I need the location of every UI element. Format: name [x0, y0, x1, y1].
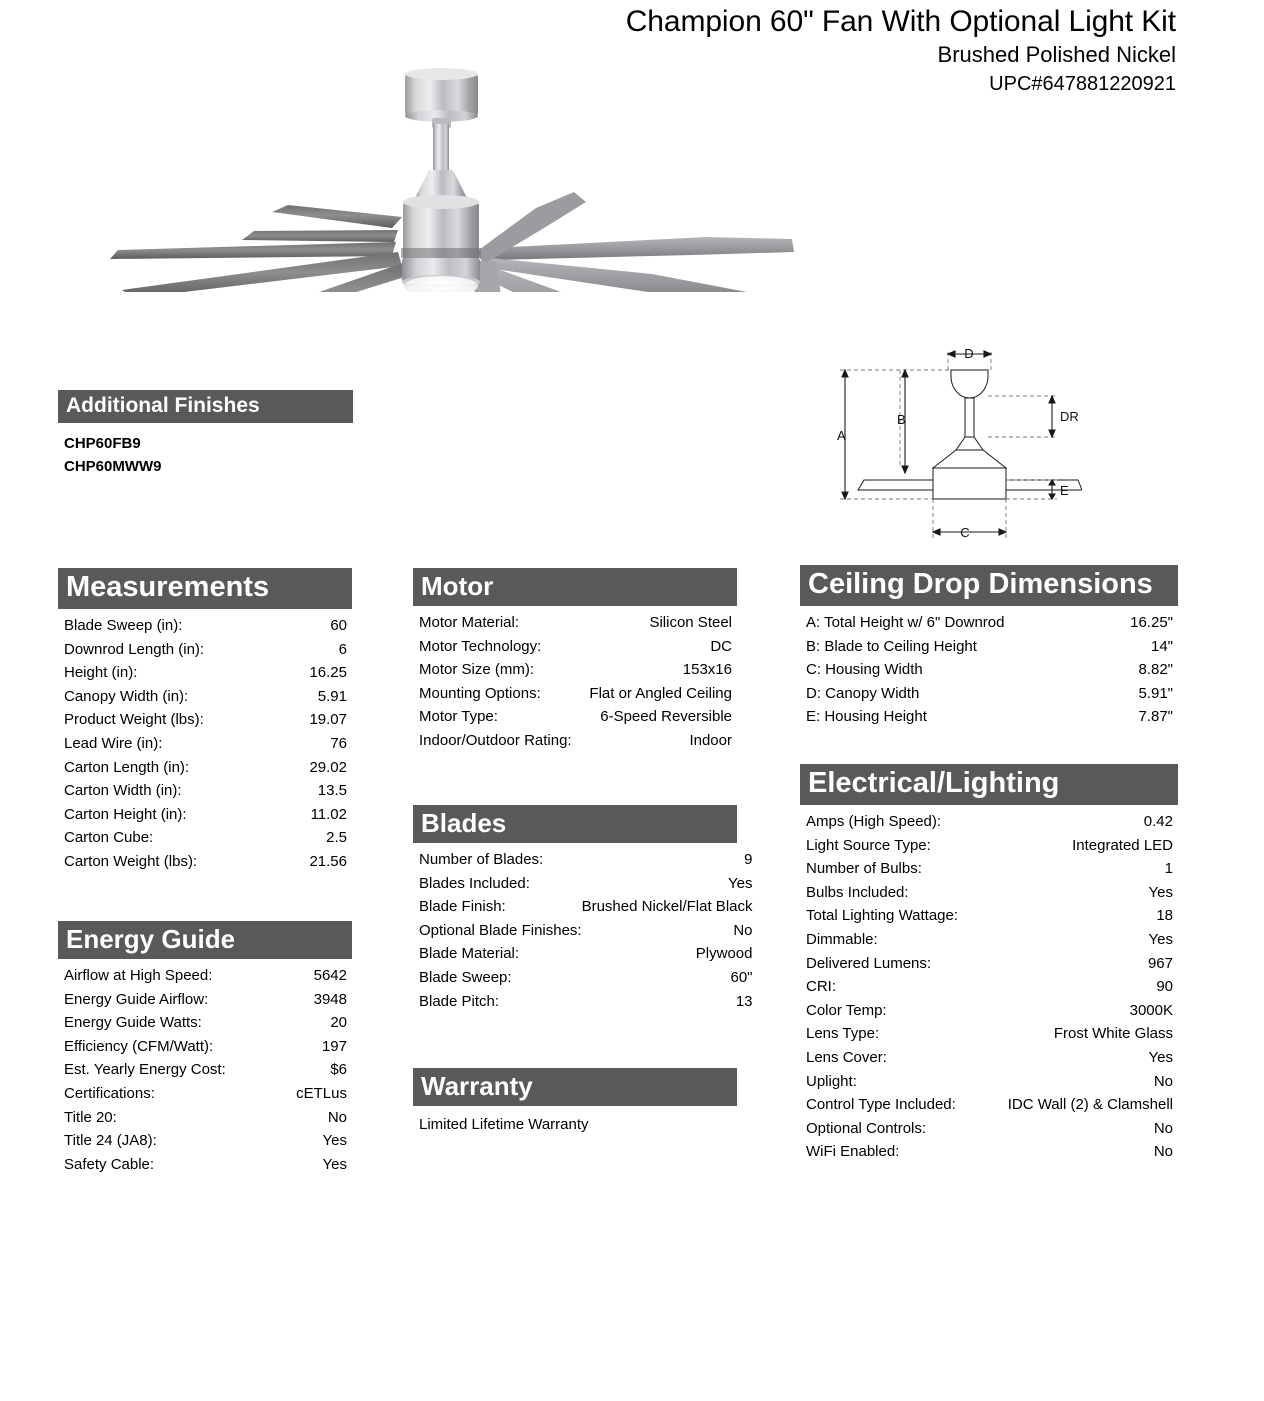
row-value: No — [733, 921, 753, 939]
row-value: Yes — [1148, 1048, 1173, 1066]
table-row — [800, 857, 1178, 881]
table-row — [800, 904, 1178, 928]
table-row — [800, 705, 1178, 729]
row-key: Lead Wire (in): — [64, 734, 163, 752]
row-value: Silicon Steel — [649, 614, 732, 631]
diagram-label-dr: DR — [1060, 409, 1079, 424]
product-upc: UPC#647881220921 — [989, 73, 1176, 95]
row-value: cETLus — [296, 1084, 347, 1102]
row-value: 5.91 — [317, 687, 347, 705]
fan-blades-right — [472, 192, 794, 292]
row-value: 11.02 — [310, 805, 347, 823]
table-row — [58, 1011, 352, 1035]
row-value: Flat or Angled Ceiling — [589, 684, 732, 702]
ceiling-drop-table — [800, 611, 1178, 729]
row-key: Control Type Included: — [806, 1096, 956, 1114]
row-key: Height (in): — [64, 664, 138, 682]
electrical-lighting-section — [800, 764, 1178, 1164]
row-key: Blade Sweep: — [419, 968, 512, 986]
row-value: Yes — [322, 1132, 347, 1150]
energy-guide-section — [58, 921, 352, 1176]
row-value: Indoor — [689, 731, 732, 749]
row-value: Yes — [322, 1155, 347, 1173]
table-row — [58, 1106, 352, 1130]
ceiling-drop-heading: Ceiling Drop Dimensions — [800, 565, 1178, 606]
table-row — [800, 810, 1178, 834]
table-row — [800, 834, 1178, 858]
fan-blades-left — [110, 205, 414, 292]
table-row — [58, 614, 352, 638]
row-value: 2.5 — [326, 829, 347, 847]
table-row — [413, 635, 737, 659]
row-key: Motor Size (mm): — [419, 661, 535, 679]
table-row — [413, 942, 758, 966]
additional-finishes-list — [58, 432, 353, 478]
table-row — [413, 966, 758, 990]
table-row — [58, 732, 352, 756]
row-key: Energy Guide Airflow: — [64, 990, 209, 1008]
list-item[interactable]: CHP60MWW9 — [64, 458, 162, 475]
row-key: Blade Material: — [419, 945, 520, 963]
table-row — [58, 779, 352, 803]
row-key: Number of Bulbs: — [806, 860, 922, 878]
table-row — [413, 895, 758, 919]
blades-section — [413, 805, 753, 1013]
row-key: Mounting Options: — [419, 684, 541, 702]
product-finish-subtitle: Brushed Polished Nickel — [937, 42, 1176, 67]
row-value: 0.42 — [1143, 813, 1173, 830]
row-key: Title 24 (JA8): — [64, 1132, 157, 1150]
blades-heading: Blades — [413, 805, 737, 843]
table-row — [800, 1046, 1178, 1070]
row-value: DC — [710, 637, 732, 655]
row-value: 7.87" — [1138, 708, 1173, 726]
row-value: 1 — [1164, 860, 1173, 878]
row-value: 13.5 — [317, 782, 347, 800]
table-row — [800, 975, 1178, 999]
row-value: IDC Wall (2) & Clamshell — [1007, 1096, 1173, 1114]
row-value: Yes — [1148, 883, 1173, 901]
list-item[interactable]: CHP60FB9 — [64, 435, 141, 452]
warranty-section — [413, 1068, 737, 1136]
motor-heading: Motor — [413, 568, 737, 606]
fan-canopy — [405, 68, 478, 128]
row-value: 9 — [744, 851, 753, 868]
electrical-lighting-heading: Electrical/Lighting — [800, 764, 1178, 805]
row-value: Yes — [728, 874, 753, 892]
row-value: Plywood — [695, 945, 753, 963]
table-row — [58, 850, 352, 874]
row-key: Product Weight (lbs): — [64, 711, 204, 729]
table-row — [58, 826, 352, 850]
table-row — [413, 705, 737, 729]
row-key: Carton Width (in): — [64, 782, 182, 800]
measurements-heading: Measurements — [58, 568, 352, 609]
warranty-text: Limited Lifetime Warranty — [419, 1116, 589, 1133]
measurements-section — [58, 568, 352, 874]
table-row — [413, 658, 737, 682]
row-key: Indoor/Outdoor Rating: — [419, 731, 572, 749]
row-value: 16.25 — [309, 664, 347, 682]
table-row — [800, 1070, 1178, 1094]
row-key: Carton Height (in): — [64, 805, 187, 823]
row-key: Amps (High Speed): — [806, 813, 942, 830]
motor-table — [413, 611, 737, 753]
table-row — [800, 635, 1178, 659]
row-key: Downrod Length (in): — [64, 640, 205, 658]
table-row — [413, 848, 758, 872]
row-key: Est. Yearly Energy Cost: — [64, 1061, 226, 1079]
row-key: Number of Blades: — [419, 851, 544, 868]
row-key: Light Source Type: — [806, 836, 931, 854]
row-key: Efficiency (CFM/Watt): — [64, 1037, 214, 1055]
table-row — [800, 952, 1178, 976]
table-row — [413, 919, 758, 943]
row-key: Blades Included: — [419, 874, 530, 892]
row-key: Energy Guide Watts: — [64, 1014, 202, 1032]
row-value: 967 — [1147, 954, 1173, 972]
diagram-label-b: B — [897, 412, 906, 427]
electrical-lighting-table — [800, 810, 1178, 1164]
additional-finishes-section — [58, 390, 353, 478]
row-key: Motor Type: — [419, 708, 498, 726]
row-key: B: Blade to Ceiling Height — [806, 637, 977, 655]
row-key: Delivered Lumens: — [806, 954, 932, 972]
row-key: WiFi Enabled: — [806, 1143, 900, 1161]
row-value: 6-Speed Reversible — [600, 708, 732, 726]
table-row — [58, 988, 352, 1012]
row-value: 153x16 — [682, 661, 732, 679]
additional-finishes-heading: Additional Finishes — [58, 390, 353, 423]
row-value: 20 — [330, 1014, 347, 1032]
energy-guide-table — [58, 964, 352, 1176]
table-row — [800, 999, 1178, 1023]
table-row — [58, 1035, 352, 1059]
table-row — [58, 756, 352, 780]
table-row — [413, 611, 737, 635]
row-value: 19.07 — [309, 711, 347, 729]
row-key: Airflow at High Speed: — [64, 967, 213, 984]
table-row — [58, 708, 352, 732]
table-row — [413, 682, 737, 706]
row-value: 18 — [1156, 907, 1173, 925]
table-row — [58, 803, 352, 827]
row-key: Canopy Width (in): — [64, 687, 189, 705]
motor-section — [413, 568, 737, 753]
product-photo — [92, 52, 802, 292]
row-key: A: Total Height w/ 6" Downrod — [806, 614, 1005, 631]
row-key: Blade Sweep (in): — [64, 617, 183, 634]
row-key: Lens Type: — [806, 1025, 880, 1043]
diagram-label-d: D — [964, 346, 974, 361]
row-value: 60 — [330, 617, 347, 634]
row-key: Optional Blade Finishes: — [419, 921, 582, 939]
table-row — [58, 661, 352, 685]
row-key: Optional Controls: — [806, 1119, 927, 1137]
ceiling-drop-diagram — [820, 340, 1082, 552]
table-row — [800, 1093, 1178, 1117]
row-value: 5.91" — [1138, 684, 1173, 702]
row-key: D: Canopy Width — [806, 684, 920, 702]
table-row — [800, 658, 1178, 682]
table-row — [58, 1058, 352, 1082]
table-row — [58, 638, 352, 662]
row-value: 3000K — [1129, 1001, 1173, 1019]
row-key: Uplight: — [806, 1072, 857, 1090]
row-value: 90 — [1156, 978, 1173, 996]
row-value: $6 — [330, 1061, 347, 1079]
row-value: Brushed Nickel/Flat Black — [581, 898, 753, 916]
row-value: 29.02 — [309, 758, 347, 776]
row-value: No — [1153, 1143, 1173, 1161]
row-key: Blade Pitch: — [419, 992, 500, 1010]
row-key: CRI: — [806, 978, 836, 996]
table-row — [413, 872, 758, 896]
row-value: 5642 — [313, 967, 347, 984]
row-value: 3948 — [313, 990, 347, 1008]
row-key: Lens Cover: — [806, 1048, 887, 1066]
fan-downrod — [433, 124, 449, 172]
row-value: Integrated LED — [1072, 836, 1173, 854]
row-value: Yes — [1148, 930, 1173, 948]
row-key: Carton Length (in): — [64, 758, 190, 776]
row-key: Safety Cable: — [64, 1155, 155, 1173]
row-value: No — [1153, 1119, 1173, 1137]
row-key: Total Lighting Wattage: — [806, 907, 959, 925]
row-value: 60" — [730, 968, 753, 986]
measurements-table — [58, 614, 352, 874]
row-value: 76 — [330, 734, 347, 752]
diagram-label-e: E — [1060, 483, 1069, 498]
warranty-heading: Warranty — [413, 1068, 737, 1106]
table-row — [800, 881, 1178, 905]
row-value: 14" — [1150, 637, 1173, 655]
row-value: 16.25" — [1130, 614, 1173, 631]
diagram-label-c: C — [960, 525, 970, 540]
row-key: Blade Finish: — [419, 898, 506, 916]
row-key: Motor Technology: — [419, 637, 542, 655]
energy-guide-heading: Energy Guide — [58, 921, 352, 959]
row-key: Carton Cube: — [64, 829, 154, 847]
table-row — [800, 611, 1178, 635]
ceiling-drop-section — [800, 565, 1178, 729]
row-key: Dimmable: — [806, 930, 878, 948]
row-key: Color Temp: — [806, 1001, 887, 1019]
table-row — [800, 928, 1178, 952]
row-value: 13 — [735, 992, 753, 1010]
table-row — [800, 682, 1178, 706]
fan-motor-housing — [401, 170, 481, 289]
table-row — [413, 990, 758, 1014]
blades-table — [413, 848, 758, 1013]
table-row — [58, 1129, 352, 1153]
page-title: Champion 60" Fan With Optional Light Kit — [625, 5, 1176, 38]
table-row — [413, 729, 737, 753]
table-row — [58, 964, 352, 988]
row-key: Bulbs Included: — [806, 883, 909, 901]
row-value: Frost White Glass — [1053, 1025, 1173, 1043]
row-key: Certifications: — [64, 1084, 155, 1102]
row-value: 6 — [338, 640, 347, 658]
row-value: No — [327, 1108, 347, 1126]
table-row — [800, 1140, 1178, 1164]
row-key: Title 20: — [64, 1108, 117, 1126]
row-key: C: Housing Width — [806, 661, 923, 679]
row-key: E: Housing Height — [806, 708, 927, 726]
table-row — [58, 1153, 352, 1177]
table-row — [58, 685, 352, 709]
row-key: Carton Weight (lbs): — [64, 852, 198, 870]
row-value: 8.82" — [1138, 661, 1173, 679]
row-key: Motor Material: — [419, 614, 520, 631]
row-value: 197 — [321, 1037, 347, 1055]
table-row — [58, 1082, 352, 1106]
row-value: 21.56 — [309, 852, 347, 870]
diagram-label-a: A — [837, 428, 846, 443]
table-row — [800, 1022, 1178, 1046]
table-row — [800, 1117, 1178, 1141]
row-value: No — [1153, 1072, 1173, 1090]
